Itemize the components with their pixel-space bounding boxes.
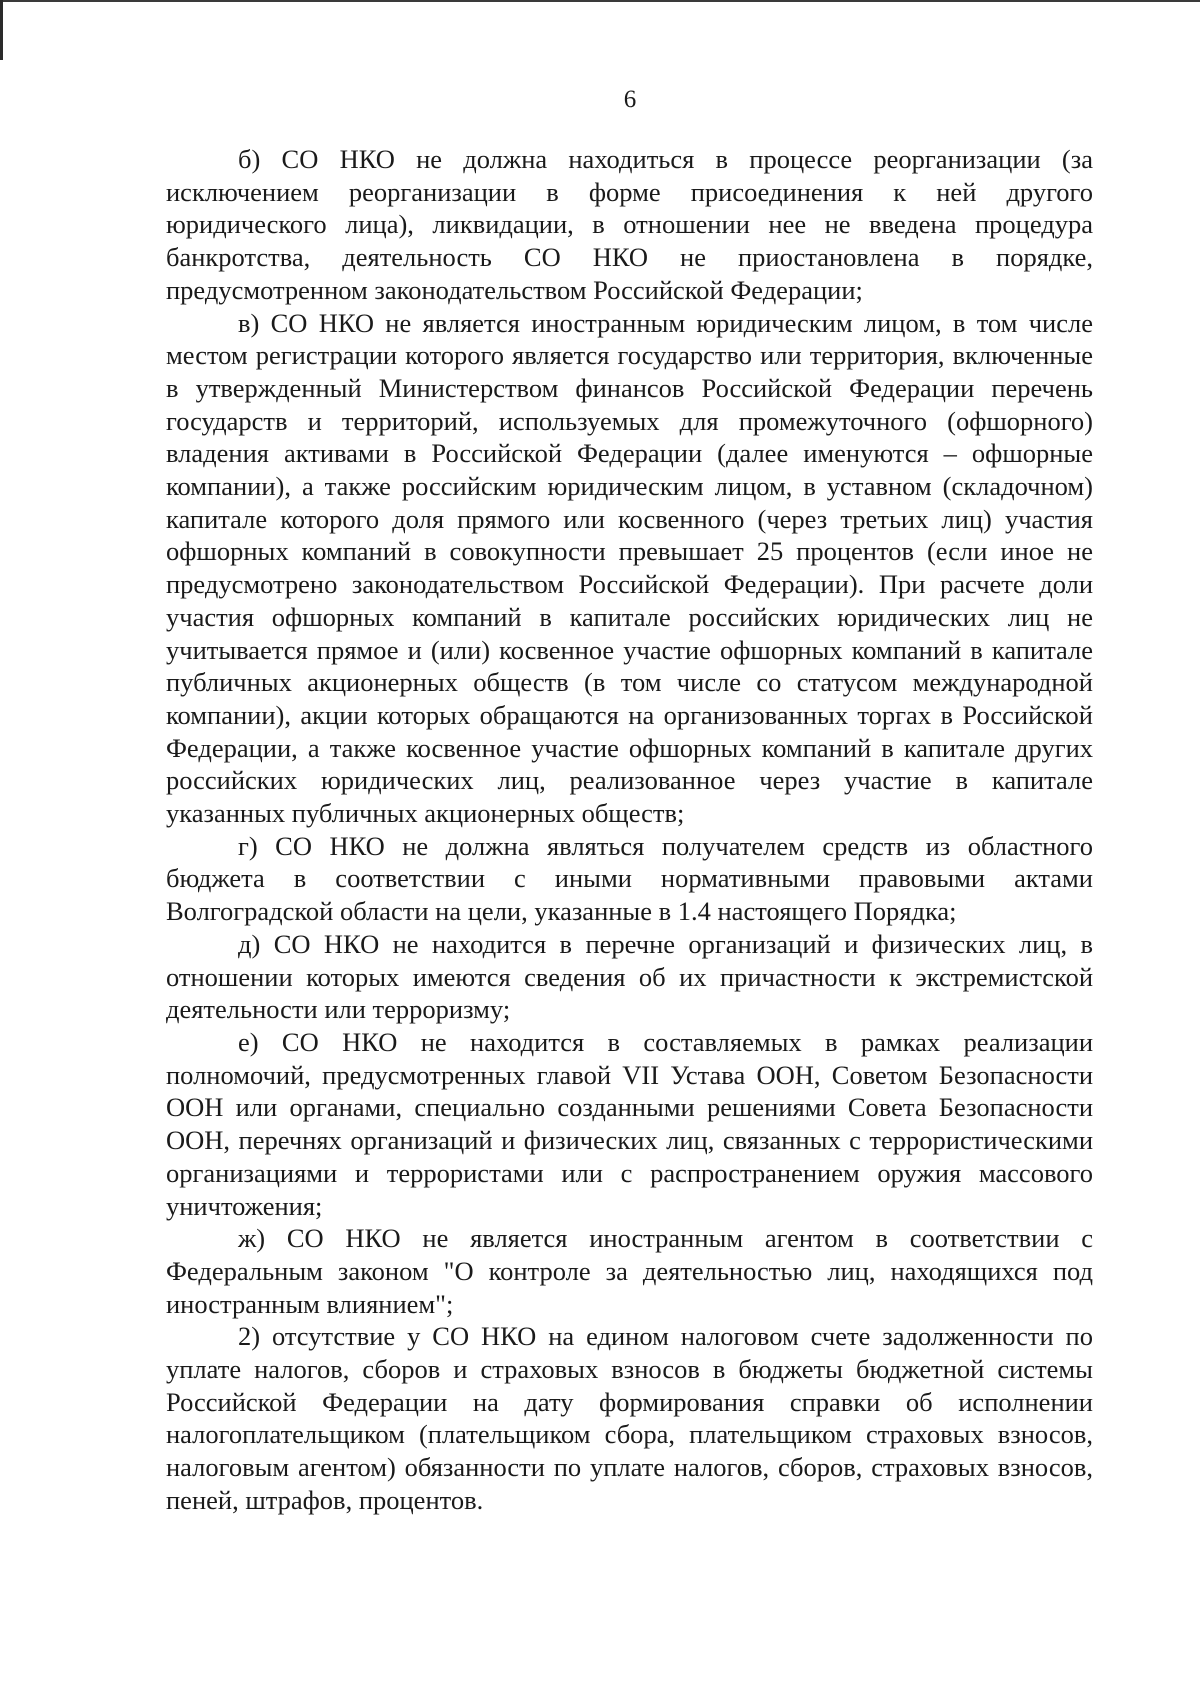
paragraph-d: д) СО НКО не находится в перечне организаций и физических лиц, в отношении которых имеются сведения об их причастности к экстремистской деятельности или терроризму; <box>166 928 1093 1025</box>
scan-edge-left <box>0 0 3 60</box>
paragraph-b: б) СО НКО не должна находиться в процессе реорганизации (за исключением реорганизации в форме присоединения к ней другого юридического лица), ликвидации, в отношении нее не введена процедура банкротства, деятельность СО НКО не приостановлена в порядке, предусмотренном законодательством Российской Федерации; <box>166 144 1093 305</box>
document-body <box>166 143 1093 1517</box>
paragraph-v: в) СО НКО не является иностранным юридическим лицом, в том числе местом регистрации которого является государство или территория, включенные в утвержденный Министерством финансов Российской Федерации перечень государств и территорий, используемых для промежуточного (офшорного) владения активами в Российской Федерации (далее именуются – офшорные компании), а также российским юридическим лицом, в уставном (складочном) капитале которого доля прямого или косвенного (через третьих лиц) участия офшорных компаний в совокупности превышает 25 процентов (если иное не предусмотрено законодательством Российской Федерации). При расчете доли участия офшорных компаний в капитале российских юридических лиц не учитывается прямое и (или) косвенное участие офшорных компаний в капитале публичных акционерных обществ (в том числе со статусом международной компании), акции которых обращаются на организованных торгах в Российской Федерации, а также косвенное участие офшорных компаний в капитале других российских юридических лиц, реализованное через участие в капитале указанных публичных акционерных обществ; <box>166 307 1093 829</box>
scan-edge-top <box>0 0 1200 2</box>
paragraph-2: 2) отсутствие у СО НКО на едином налоговом счете задолженности по уплате налогов, сборов и страховых взносов в бюджеты бюджетной системы Российской Федерации на дату формирования справки об исполнении налогоплательщиком (плательщиком сбора, плательщиком страховых взносов, налоговым агентом) обязанности по уплате налогов, сборов, страховых взносов, пеней, штрафов, процентов. <box>166 1321 1093 1515</box>
paragraph-g: г) СО НКО не должна являться получателем средств из областного бюджета в соответствии с иными нормативными правовыми актами Волгоградской области на цели, указанные в 1.4 настоящего Порядка; <box>166 830 1093 927</box>
paragraph-zh: ж) СО НКО не является иностранным агентом в соответствии с Федеральным законом "О контроле за деятельностью лиц, находящихся под иностранным влиянием"; <box>166 1223 1093 1319</box>
paragraph-e: е) СО НКО не находится в составляемых в рамках реализации полномочий, предусмотренных главой VII Устава ООН, Советом Безопасности ООН или органами, специально созданными решениями Совета Безопасности ООН, перечнях организаций и физических лиц, связанных с террористическими организациями и террористами или с распространением оружия массового уничтожения; <box>166 1026 1093 1221</box>
page-number: 6 <box>623 86 637 113</box>
